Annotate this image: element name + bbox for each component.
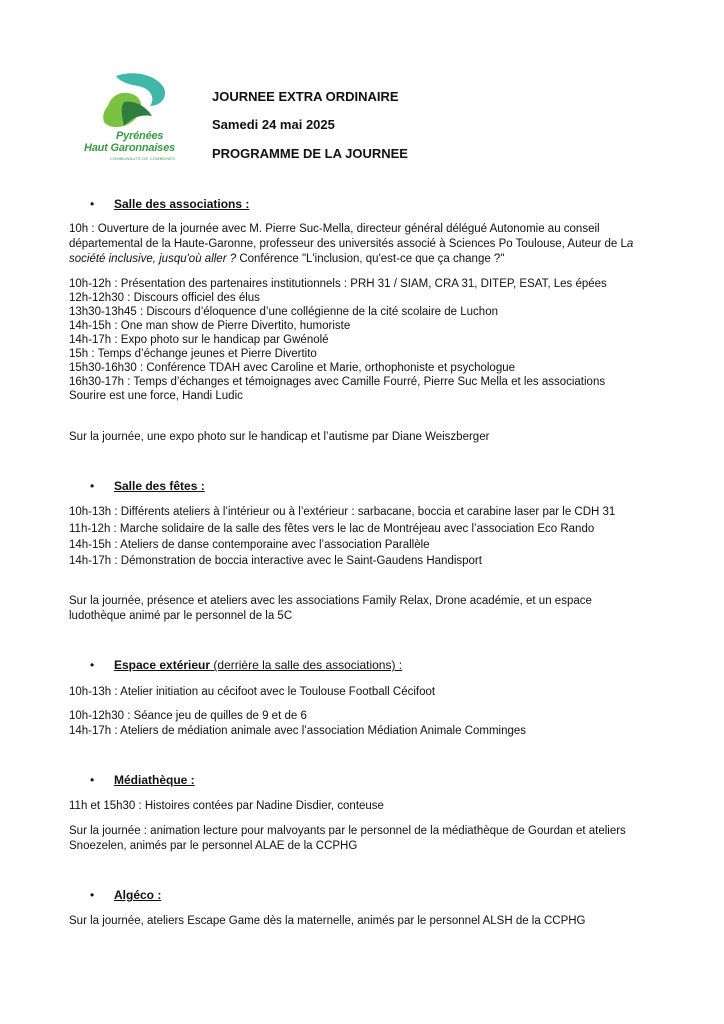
section-title-text: Espace extérieur (114, 658, 211, 672)
list-item: 16h30-17h : Temps d’échanges et témoignages avec Camille Fourré, Pierre Suc Mella et les associations (69, 376, 606, 388)
intro-text: départemental de la Haute-Garonne, professeur des universités associé à Sciences Po Toulouse, Auteur de L (69, 238, 627, 250)
section-title-text: Salle des associations : (114, 197, 250, 211)
section-title-text: Salle des fêtes : (114, 479, 205, 493)
document-title: JOURNEE EXTRA ORDINAIRE (212, 89, 399, 104)
list-item: 12h-12h30 : Discours officiel des élus (69, 292, 260, 304)
logo-text-line2: Haut Garonnaises (84, 142, 175, 154)
list-item: 11h et 15h30 : Histoires contées par Nadine Disdier, conteuse (69, 800, 384, 812)
logo (82, 72, 202, 164)
logo-mark-icon (94, 72, 174, 134)
list-item: 15h30-16h30 : Conférence TDAH avec Caroline et Marie, orthophoniste et psychologue (69, 362, 516, 374)
list-item: 10h-12h : Présentation des partenaires institutionnels : PRH 31 / SIAM, CRA 31, DITEP, ESAT, Les épées (69, 278, 607, 290)
bullet: • (90, 773, 95, 787)
section-associations-heading (90, 197, 249, 211)
associations-intro-line1: 10h : Ouverture de la journée avec M. Pierre Suc-Mella, directeur général délégué Autonomie au conseil (69, 223, 600, 235)
list-item: 11h-12h : Marche solidaire de la salle des fêtes vers le lac de Montréjeau avec l’association Eco Rando (69, 523, 595, 535)
section-title-text: Médiathèque : (114, 773, 195, 787)
section-exterieur-heading (90, 658, 402, 672)
logo-text-line3: COMMUNAUTÉ DE COMMUNES (110, 156, 176, 161)
mediatheque-note-line2: Snoezelen, animés par le personnel ALAE de la CCPHG (69, 840, 358, 852)
section-title-extra: (derrière la salle des associations) : (210, 658, 403, 672)
section-mediatheque-heading (90, 773, 195, 787)
program-subtitle: PROGRAMME DE LA JOURNEE (212, 146, 408, 161)
list-item: 14h-15h : One man show de Pierre Divertito, humoriste (69, 320, 351, 332)
intro-italic-a: a (626, 238, 634, 250)
list-item: 10h-13h : Différents ateliers à l’intérieur ou à l’extérieur : sarbacane, boccia et carabine laser par le CDH 31 (69, 506, 616, 518)
book-title: société inclusive, jusqu'où aller ? (69, 253, 237, 265)
associations-intro-line2 (69, 237, 633, 251)
bullet: • (90, 658, 95, 672)
list-item: 14h-17h : Démonstration de boccia interactive avec le Saint-Gaudens Handisport (69, 555, 482, 567)
associations-intro-line3 (69, 252, 504, 266)
list-item: 10h-13h : Atelier initiation au cécifoot avec le Toulouse Football Cécifoot (69, 686, 436, 698)
list-item: 15h : Temps d’échange jeunes et Pierre Divertito (69, 348, 317, 360)
logo-text-line1: Pyrénées (116, 130, 164, 142)
list-item: Sourire est une force, Handi Ludic (69, 390, 243, 402)
section-algeco-heading (90, 888, 161, 902)
fetes-note-line1: Sur la journée, présence et ateliers avec les associations Family Relax, Drone académie, et un espace (69, 595, 592, 607)
bullet: • (90, 479, 95, 493)
list-item: 13h30-13h45 : Discours d’éloquence d’une collégienne de la cité scolaire de Luchon (69, 306, 498, 318)
associations-note: Sur la journée, une expo photo sur le handicap et l’autisme par Diane Weiszberger (69, 431, 490, 443)
list-item: 14h-17h : Expo photo sur le handicap par Gwénolé (69, 334, 329, 346)
bullet: • (90, 888, 95, 902)
list-item: 10h-12h30 : Séance jeu de quilles de 9 et de 6 (69, 710, 307, 722)
fetes-note-line2: ludothèque animé par le personnel de la 5C (69, 610, 293, 622)
list-item: 14h-15h : Ateliers de danse contemporaine avec l’association Parallèle (69, 539, 430, 551)
section-fetes-heading (90, 479, 205, 493)
mediatheque-note-line1: Sur la journée : animation lecture pour malvoyants par le personnel de la médiathèque de Gourdan et ateliers (69, 825, 626, 837)
conference-title: Conférence "L'inclusion, qu'est-ce que ça change ?" (236, 253, 505, 265)
bullet: • (90, 197, 95, 211)
algeco-note: Sur la journée, ateliers Escape Game dès la maternelle, animés par le personnel ALSH de la CCPHG (69, 915, 586, 927)
event-date: Samedi 24 mai 2025 (212, 117, 335, 132)
section-title-text: Algéco : (114, 888, 162, 902)
list-item: 14h-17h : Ateliers de médiation animale avec l’association Médiation Animale Comminges (69, 725, 527, 737)
